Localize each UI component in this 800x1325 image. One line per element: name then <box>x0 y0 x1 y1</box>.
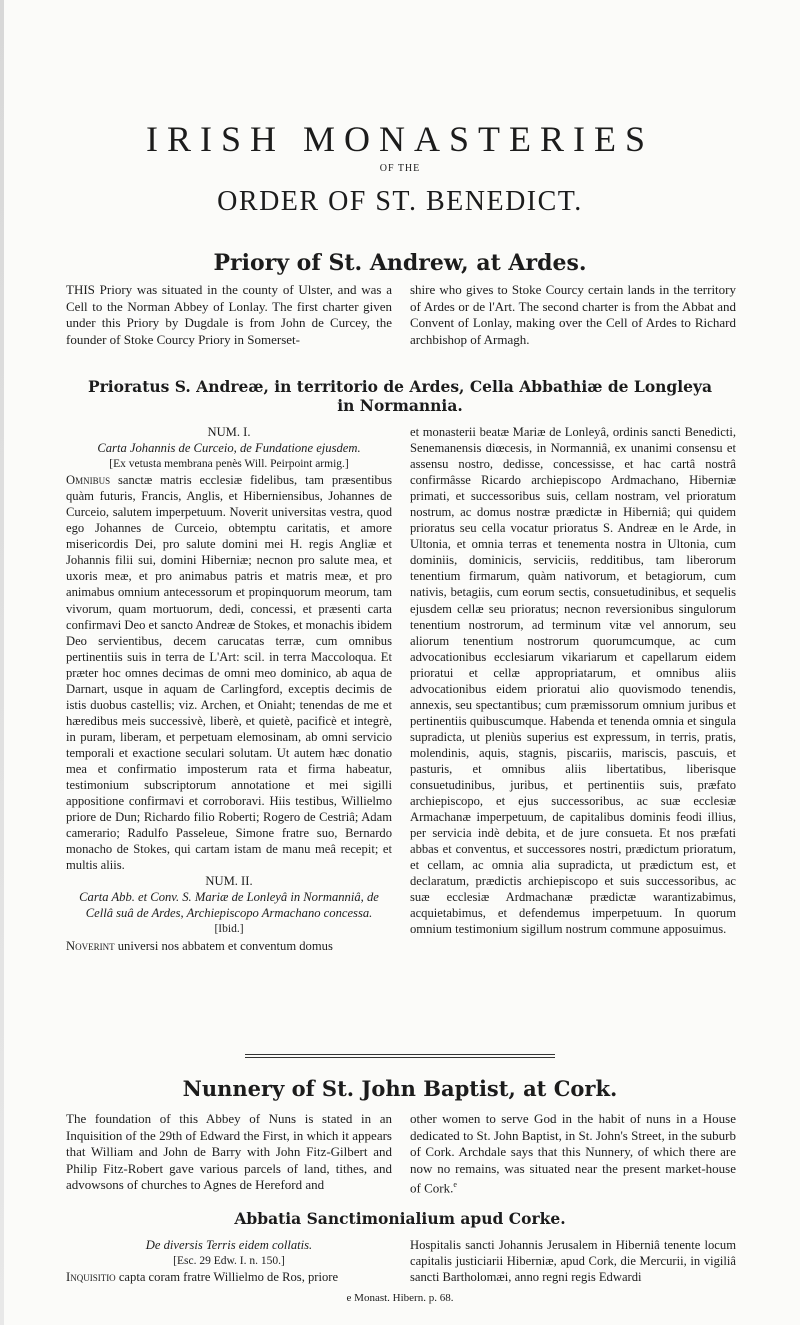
section1-intro <box>66 282 736 348</box>
inquisition-text-left: capta coram fratre Willielmo de Ros, priore <box>118 1270 339 1285</box>
section1-subtitle-line2: in Normannia. <box>337 396 463 415</box>
order-title: ORDER OF ST. BENEDICT. <box>217 186 583 217</box>
omnibus-lead: Omnibus <box>66 473 111 488</box>
noverint-lead: Noverint <box>66 938 115 953</box>
charter-left-column <box>66 424 392 954</box>
section1-subtitle-line1: Prioratus S. Andreæ, in territorio de Ardes, Cella Abbathiæ de Longleya <box>87 377 713 396</box>
of-the-label: OF THE <box>379 163 421 174</box>
section2-title: Nunnery of St. John Baptist, at Cork. <box>182 1076 618 1101</box>
inquisition-left-column <box>66 1237 392 1285</box>
carta1-title: Carta Johannis de Curceio, de Fundatione ejusdem. <box>97 441 361 456</box>
inquisition-source: [Esc. 29 Edw. I. n. 150.] <box>173 1255 285 1268</box>
de-diversis-title: De diversis Terris eidem collatis. <box>145 1238 313 1252</box>
carta2-text-start: universi nos abbatem et conventum domus <box>117 938 333 953</box>
section1-title: Priory of St. Andrew, at Ardes. <box>213 250 587 276</box>
section2-intro <box>66 1111 736 1197</box>
footnote-marker: e <box>453 1180 457 1189</box>
num2-heading: NUM. II. <box>205 874 253 889</box>
section2-inquisition <box>66 1237 736 1285</box>
footnote: e Monast. Hibern. p. 68. <box>346 1292 454 1304</box>
section-divider-top <box>245 1054 555 1055</box>
carta2-text-continued: et monasterii beatæ Mariæ de Lonleyâ, ordinis sancti Benedicti, Senemanensis diœcesis, in Normanniâ, ex unanimi consensu et assensu nostro, dedisse, concessisse, et hac cartâ nostrâ confirmâsse Ricardo archiepiscopo Ardmachano, Hiberniæ primati, et successoribus suis, cellam nostram, vel prioratum nostrum, ac domus nostræ prædictæ in Hiberniâ; qui quidem prioratus seu cella vocatur prioratus S. Andreæ en le Arde, in Ultonia, et omnia terras et tenementa nostra in Ultonia, cum dominiis, dominicis, serviciis, redditibus, tam liberorum tenentium firmarum, quàm nativorum, et betagiorum, cum nativis, betagiis, cum eorum sectis, consuetudinibus, et sequelis ejusdem cellæ seu prioratus; necnon reversionibus singulorum tenentium nostrorum, ad terminum vitæ vel annorum, seu aliorum tenentium nostrorum quorumcumque, ac cum advocationibus ecclesiarum vikariarum et capellarum eidem prioratui et cellæ appropriatarum, et omnibus aliis advocationibus eidem prioratui alio quovismodo tenendis, annexis, seu spectantibus; cum præmissorum omnium juribus et pertinentiis quibuscumque. Habenda et tenenda omnia et singula supradicta, ut pleniùs superius est expressum, in terris, pratis, molendinis, aquis, stagnis, piscariis, mariscis, pascuis, et pasturis, et omnibus aliis libertatibus, liberisque consuetudinibus, juribus, et pertinentiis suis, præfato archiepiscopo, et ejus successoribus, ac suæ ecclesiæ Armachanæ imperpetuum, de capitalibus dominis feodi illius, per servicia indè debita, et de jure consueta. Et nos præfati abbas et conventus, et successores nostri, prædictum prioratum, et cellam, ac omnia alia supradicta, ut prædictum est, et declaratum, prædictis archiepiscopo et suis successoribus, ac suæ ecclesiæ Ardmachanæ prædictæ warantizabimus, acquietabimus, et defendemus imperpetuum. In quorum omnium testimonium sigillum nostrum commune apposuimus. <box>410 425 736 937</box>
charter-right-column <box>410 424 736 954</box>
inquisition-text-right: Hospitalis sancti Johannis Jerusalem in Hiberniâ tenente locum capitalis justiciarii Hiberniæ, apud Cork, die Mercurii, in vigiliâ sancti Bartholomæi, anno regni regis Edwardi <box>410 1238 736 1285</box>
carta2-source: [Ibid.] <box>214 923 244 936</box>
num1-heading: NUM. I. <box>207 425 251 439</box>
section1-charters <box>66 424 736 954</box>
carta2-title: Carta Abb. et Conv. S. Mariæ de Lonleyâ in Normanniâ, de Cellâ suâ de Ardes, Archiepiscopo Armachano concessa. <box>79 890 379 921</box>
section1-intro-right: shire who gives to Stoke Courcy certain lands in the territory of Ardes or de l'Art. The second charter is from the Abbat and Convent of Lonlay, making over the Cell of Ardes to Richard archbishop of Armagh. <box>410 282 736 347</box>
book-title: IRISH MONASTERIES <box>145 119 655 159</box>
section-divider-bottom <box>245 1057 555 1058</box>
carta1-text: sanctæ matris ecclesiæ fidelibus, tam præsentibus quàm futuris, Francis, Anglis, et Hiberniensibus, Johannes de Curceio, salutem imperpetuum. Noverit universitas vestra, quod ego Johannes de Curceio, obtemptu caritatis, et amore misericordis Dei, pro salute domini mei H. regis Angliæ et Johannis filii sui, domini Hiberniæ; necnon pro salute mea, et uxoris meæ, et pro animabus patris et matris meæ, et pro animabus omnium antecessorum et propinquorum meorum, tam vivorum, quam mortuorum, dedi, concessi, et præsenti carta confirmavi Deo et sancto Andreæ de Stokes, et monachis ibidem Deo servientibus, decem carucatas terræ, cum omnibus pertinentiis suis in terra de L'Art: scil. in terra Maccoloqua. Et præter hoc omnes decimas de omni meo dominico, ab aqua de Darnart, usque in aquam de Carlingford, exceptis decimis de istis duobus castellis; viz. Archen, et Oniaht; tenendas de me et hæredibus meis successivè, liberè, et quietè, pacificè et integrè, in puram, liberam, et perpetuam elemosinam, ab omni servicio temporali et exactione seculari solutam. Ut autem hæc donatio mea et confirmatio imposterum rata et firma habeatur, testimonium subscriptorum annotatione et mei sigilli appositione confirmavi et corroboravi. Hiis testibus, Willielmo priore de Dun; Richardo filio Roberti; Rogero de Cestriâ; Adam camerario; Radulfo Passeleue, Simone fratre suo, Bernardo monacho de Stokes, qui cartam istam de manu meâ recepit; et multis aliis. <box>66 473 392 873</box>
carta1-source: [Ex vetusta membrana penès Will. Peirpoint armig.] <box>109 458 349 471</box>
inquisitio-lead: Inquisitio <box>66 1270 116 1285</box>
section1-intro-left: THIS Priory was situated in the county of Ulster, and was a Cell to the Norman Abbey of Lonlay. The first charter given under this Priory by Dugdale is from John de Curcey, the founder of Stoke Courcy Priory in Somerset- <box>66 282 392 347</box>
section2-intro-right: other women to serve God in the habit of nuns in a House dedicated to St. John Baptist, in St. John's Street, in the suburb of Cork. Archdale says that this Nunnery, of which there are now no remains, was situated near the present market-house of Cork. <box>410 1111 736 1196</box>
inquisition-right-column <box>410 1237 736 1285</box>
section2-subtitle: Abbatia Sanctimonialium apud Corke. <box>234 1209 566 1228</box>
section2-intro-left: The foundation of this Abbey of Nuns is stated in an Inquisition of the 29th of Edward the First, in which it appears that William and John de Barry with John Fitz-Gilbert and Philip Fitz-Robert gave various parcels of land, tithes, and advowsons of churches to Agnes de Hereford and <box>66 1111 392 1192</box>
